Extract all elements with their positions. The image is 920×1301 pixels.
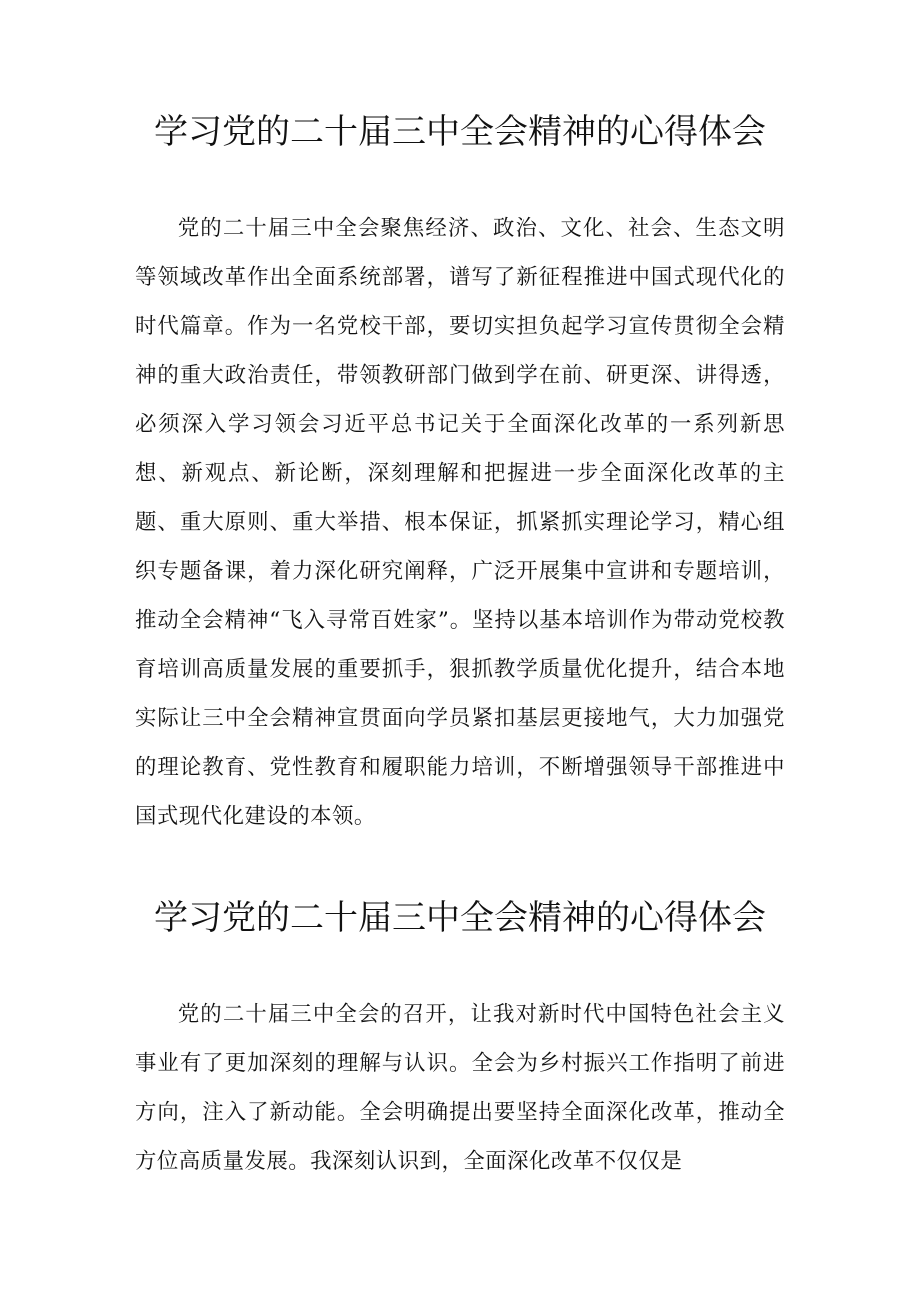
section-2-paragraph: 党的二十届三中全会的召开，让我对新时代中国特色社会主义事业有了更加深刻的理解与认识。全会为乡村振兴工作指明了前进方向，注入了新动能。全会明确提出要坚持全面深化改革，推动全方位高质量发展。我深刻认识到，全面深化改革不仅仅是	[135, 1002, 785, 1174]
section-2-title: 学习党的二十届三中全会精神的心得体会	[154, 898, 766, 938]
section-1-paragraph: 党的二十届三中全会聚焦经济、政治、文化、社会、生态文明等领域改革作出全面系统部署，谱写了新征程推进中国式现代化的时代篇章。作为一名党校干部，要切实担负起学习宣传贯彻全会精神的重大政治责任，带领教研部门做到学在前、研更深、讲得透，必须深入学习领会习近平总书记关于全面深化改革的一系列新思想、新观点、新论断，深刻理解和把握进一步全面深化改革的主题、重大原则、重大举措、根本保证，抓紧抓实理论学习，精心组织专题备课，着力深化研究阐释，广泛开展集中宣讲和专题培训，推动全会精神“飞入寻常百姓家”。坚持以基本培训作为带动党校教育培训高质量发展的重要抓手，狠抓教学质量优化提升，结合本地实际让三中全会精神宣贯面向学员紧扣基层更接地气，大力加强党的理论教育、党性教育和履职能力培训，不断增强领导干部推进中国式现代化建设的本领。	[135, 216, 785, 829]
section-1-title: 学习党的二十届三中全会精神的心得体会	[154, 112, 766, 152]
